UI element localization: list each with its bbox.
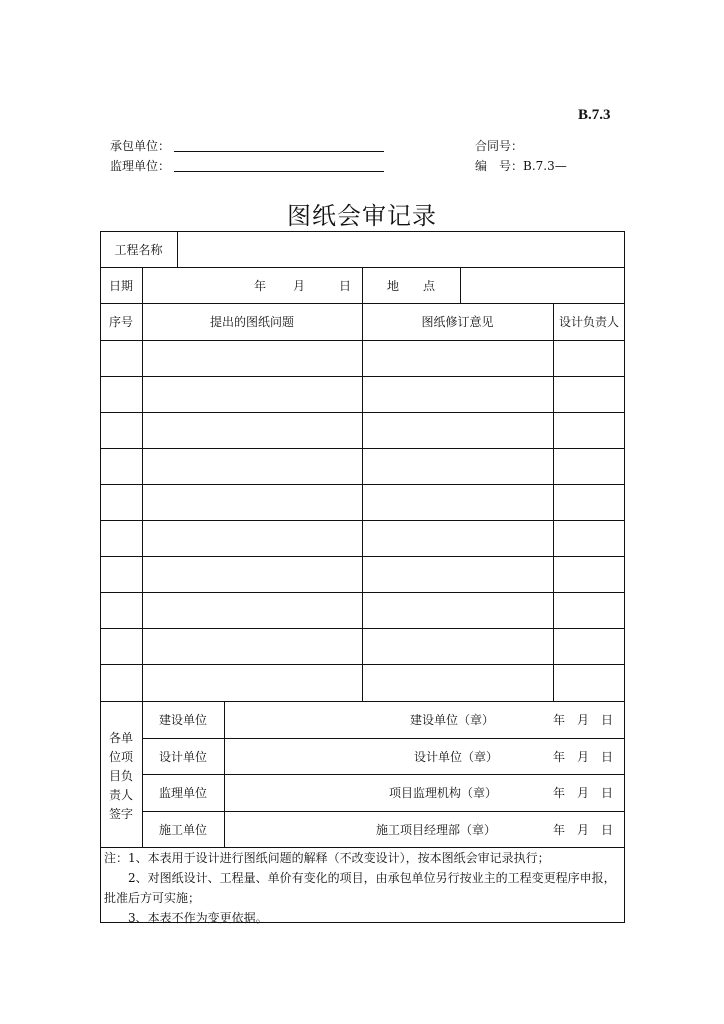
number-label: 编 号：B.7.3—	[475, 159, 567, 173]
signoff-date-design[interactable]: 年 月 日	[552, 749, 613, 764]
table-row[interactable]	[143, 413, 362, 448]
table-row[interactable]	[143, 341, 362, 376]
location-label: 地 点	[386, 278, 435, 293]
table-row[interactable]	[143, 485, 362, 520]
project-name-label: 工程名称	[114, 242, 163, 257]
signoff-side-label: 各单 位项 目负 责人 签字	[108, 731, 133, 821]
notes	[104, 848, 622, 928]
page-title: 图纸会审记录	[287, 202, 437, 230]
signoff-date-construction[interactable]: 年 月 日	[552, 822, 613, 837]
table-row[interactable]	[143, 521, 362, 556]
contractor-label: 承包单位：	[110, 139, 171, 153]
signoff-unit-supervision: 监理单位	[158, 786, 207, 800]
table-row[interactable]	[143, 629, 362, 664]
signoff-date-owner[interactable]: 年 月 日	[552, 713, 613, 727]
contract-no-label: 合同号：	[475, 139, 524, 153]
signoff-date-supervision[interactable]: 年 月 日	[552, 786, 613, 800]
table-row[interactable]	[143, 557, 362, 592]
signoff-seal-design[interactable]: 设计单位（章）	[413, 749, 498, 764]
signoff-seal-supervision[interactable]: 项目监理机构（章）	[388, 786, 497, 800]
supervisor-field[interactable]	[174, 171, 384, 172]
project-name-field[interactable]	[178, 232, 624, 267]
signoff-unit-construction: 施工单位	[158, 822, 207, 837]
table-row[interactable]	[143, 449, 362, 484]
date-year: 年	[253, 278, 266, 293]
location-field[interactable]	[461, 268, 624, 303]
signoff-seal-construction[interactable]: 施工项目经理部（章）	[375, 822, 496, 837]
column-header-designer: 设计负责人	[558, 315, 619, 329]
table-row[interactable]	[143, 665, 362, 701]
column-header-number: 序号	[108, 315, 133, 329]
note-3: 3、本表不作为变更依据。	[104, 911, 268, 925]
note-2: 2、对图纸设计、工程量、单价有变化的项目，由承包单位另行按业主的工程变更程序申报，批准后方可实施；	[104, 871, 616, 905]
table-row[interactable]	[143, 593, 362, 628]
date-day: 日	[338, 278, 351, 293]
supervisor-label: 监理单位：	[110, 159, 171, 173]
column-header-issue: 提出的图纸问题	[209, 315, 294, 329]
form-code: B.7.3	[578, 107, 611, 123]
contractor-field[interactable]	[174, 151, 384, 152]
date-month: 月	[292, 278, 305, 293]
signoff-unit-design: 设计单位	[158, 749, 207, 764]
signoff-unit-owner: 建设单位	[158, 713, 207, 727]
date-label: 日期	[108, 278, 133, 293]
signoff-seal-owner[interactable]: 建设单位（章）	[409, 713, 494, 727]
column-header-revision: 图纸修订意见	[421, 315, 494, 329]
note-1: 注：1、本表用于设计进行图纸问题的解释（不改变设计），按本图纸会审记录执行；	[104, 851, 550, 865]
table-row[interactable]	[143, 377, 362, 412]
